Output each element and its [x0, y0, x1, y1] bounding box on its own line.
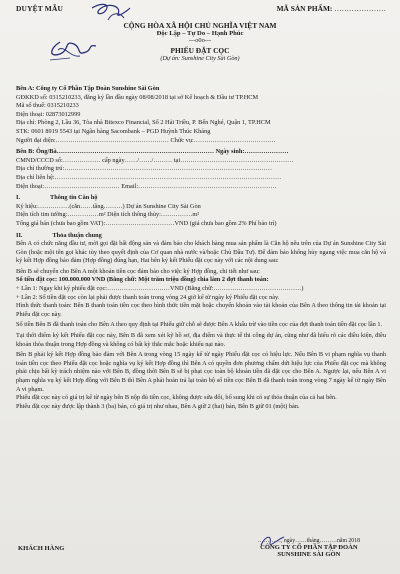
product-code-dots: …………………	[334, 4, 386, 13]
initial-mark	[258, 533, 288, 551]
document-header	[0, 21, 400, 62]
party-a-bank: STK: 0601 8919 5543 tại Ngân hàng Sacombank – PGD Huỳnh Thúc Kháng	[16, 127, 211, 135]
apartment-price: Tổng giá bán (chưa bao gồm VAT):……………………………VND (giá chưa bao gồm 2% Phí bảo trì)	[16, 219, 277, 227]
party-a-registration: GĐKKD số: 0315210233, đăng ký lần đầu ngày 08/08/2018 tại sở Kế hoạch & Đầu tư TP.HCM	[16, 93, 259, 101]
agreement-paragraph-3: Số tiền Bên B đã thanh toán cho Bên A theo quy định tại Phiếu giữ chỗ sẽ được Bên A khấu trừ vào tiền cọc của đợt thanh toán tiền đặt cọc lần 1.	[16, 321, 383, 329]
agreement-paragraph-4: Tại thời điểm ký kết Phiếu đặt cọc này, Bên B đã xem xét kỹ hồ sơ, địa điểm và thực tế thi công dự án, cũng như đã hiểu rõ các điều kiện, điều khoản thỏa thuận trong Hợp đồng và không có bất kỳ thắc mắc hoặc khiếu nại nào.	[16, 332, 386, 348]
customer-signature-label: KHÁCH HÀNG	[18, 545, 65, 552]
party-b-name: Bên B: Ông/Bà………………………………………………………………… Ngày sinh:…………………	[16, 148, 289, 156]
company-signature-line-1: CÔNG TY CỔ PHẦN TẬP ĐOÀN	[260, 544, 358, 551]
party-a-representative: Người đại diện:……………………………………………… Chức vụ:…………………………………	[16, 136, 276, 144]
agreement-paragraph-5: Bên B phải ký kết Hợp đồng bảo đảm với Bên A trong vòng 15 ngày kể từ ngày Phiếu đặt cọc có hiệu lực. Nếu Bên B vi phạm nghĩa vụ thanh toán tiền cọc theo Phiếu đặt cọc hoặc nghĩa vụ ký kết Hợp đồng thì Bên A có quyền đơn phương chấm dứt hiệu lực của Phiếu đặt cọc mà không phải chịu bất kỳ trách nhiệm nào với Bên B, đồng thời Bên B sẽ bị phạt cọc toàn bộ khoản tiền đã đặt cọc cho Bên A. Ngược lại, nếu Bên A vi phạm nghĩa vụ ký kết Hợp đồng với Bên B thì Bên A phải hoàn trả lại toàn bộ số tiền cọc Bên B đã thanh toán trong vòng 7 ngày kể từ ngày Bên A vi phạm.	[16, 351, 386, 393]
party-a-address: Địa chỉ: Phòng 2, Lầu 36, Tòa nhà Bitexco Financial, Số 2 Hải Triều, P. Bến Nghé, Quận 1, TP.HCM	[16, 119, 271, 127]
deposit-amount: Số tiền đặt cọc: 100.000.000 VND (Bằng chữ: Một trăm triệu đồng) chia làm 2 đợt thanh toán:	[16, 276, 269, 284]
party-b-phone-email: Điện thoại:……………………………… Email:…………………………………………………………	[16, 182, 277, 190]
agreement-paragraph-7: Phiếu đặt cọc này được lập thành 3 (ba) bản, có giá trị như nhau, Bên A giữ 2 (hai) bản, Bên B giữ 01 (một) bản.	[16, 402, 300, 410]
agreement-paragraph-6: Phiếu đặt cọc này có giá trị kể từ ngày bên B nộp đủ tiền cọc, không được sửa đổi, bổ sung khi có sự thỏa thuận của cả hai bên.	[16, 394, 337, 402]
product-code-field	[277, 4, 386, 13]
apartment-code: Ký hiệu:……………(căn……tầng………) Dự án Sunshine City Sài Gòn	[16, 202, 201, 210]
section-2-title: Thỏa thuận chung	[52, 231, 102, 239]
apartment-area: Diện tích tim tường:……………m² Diện tích thông thủy:……………m²	[16, 211, 200, 219]
installment-2: + Lần 2: Số tiền đặt cọc còn lại phải được thanh toán trong vòng 24 giờ kể từ ngày ký Phiếu đặt cọc này.	[16, 293, 280, 301]
payment-method: Hình thức thanh toán: Bên B thanh toán tiền cọc theo hình thức tiền mặt hoặc chuyển khoản vào tài khoản của Bên A theo thông tin tài khoản tại Phiếu đặt cọc này.	[16, 302, 386, 318]
party-a-name: Bên A: Công ty Cổ Phần Tập Đoàn Sunshine Sài Gòn	[16, 85, 160, 92]
agreement-paragraph-2: Bên B sẽ chuyển cho Bên A một khoản tiền cọc đảm bảo cho việc ký Hợp đồng, chi tiết như sau:	[16, 267, 260, 275]
company-signature-line-2: SUNSHINE SÀI GÒN	[277, 551, 341, 558]
motto: Độc Lập – Tự Do – Hạnh Phúc	[156, 30, 244, 37]
document-body	[16, 85, 386, 411]
nation-title: CỘNG HÒA XÃ HỘI CHỦ NGHĨA VIỆT NAM	[123, 21, 277, 30]
section-1-number: I.	[16, 194, 21, 202]
section-1-title: Thông tin Căn hộ	[50, 194, 98, 202]
approval-label: DUYỆT MẪU	[16, 4, 64, 13]
section-2-heading	[16, 232, 386, 241]
party-a-phone: Điện thoại: 02873012999	[16, 110, 81, 118]
party-b-permanent-address: Địa chỉ thường trú:………………………………………………………………………………………	[16, 165, 272, 173]
signature-date-line: …………, ngày……tháng………năm 2018	[257, 538, 360, 544]
product-code-label: MÃ SẢN PHẨM:	[276, 4, 333, 13]
ornament: ---o0o---	[188, 37, 212, 44]
agreement-paragraph-1: Bên A có chức năng đầu tư, mời gọi đặt bất động sản và đảm bảo cho khách hàng mua sản phẩm là Căn hộ nêu trên của Dự án Sunshine City Sài Gòn (hoặc một tên gọi khác tùy theo quyết định của Cơ quan nhà nước và/hoặc Chủ Đầu Tư). Để đảm bảo khống hủy ngang việc mua căn hộ và ký kết Hợp đồng bảo đảm (Hợp đồng) đúng hạn, Hai bên ký kết Phiếu đặt cọc này với các nội dung sau:	[16, 240, 386, 265]
section-2-number: II.	[16, 231, 23, 239]
document-title: PHIẾU ĐẶT CỌC	[170, 46, 230, 55]
party-a-tax: Mã số thuế: 0315210233	[16, 102, 79, 110]
document-subtitle: (Dự án: Sunshine City Sài Gòn)	[160, 55, 240, 62]
section-1-heading	[16, 194, 386, 203]
party-b-contact-address: Địa chỉ liên hệ:………………………………………………………………………………………………	[16, 173, 282, 181]
party-b-id: CMND/CCCD số:……………… cấp ngày……/……/……… tại………………………………………………	[16, 156, 294, 164]
installment-1: + Lần 1: Ngay khi ký phiếu đặt cọc:…………………………VND (Bằng chữ:……………………………………)	[16, 285, 304, 293]
